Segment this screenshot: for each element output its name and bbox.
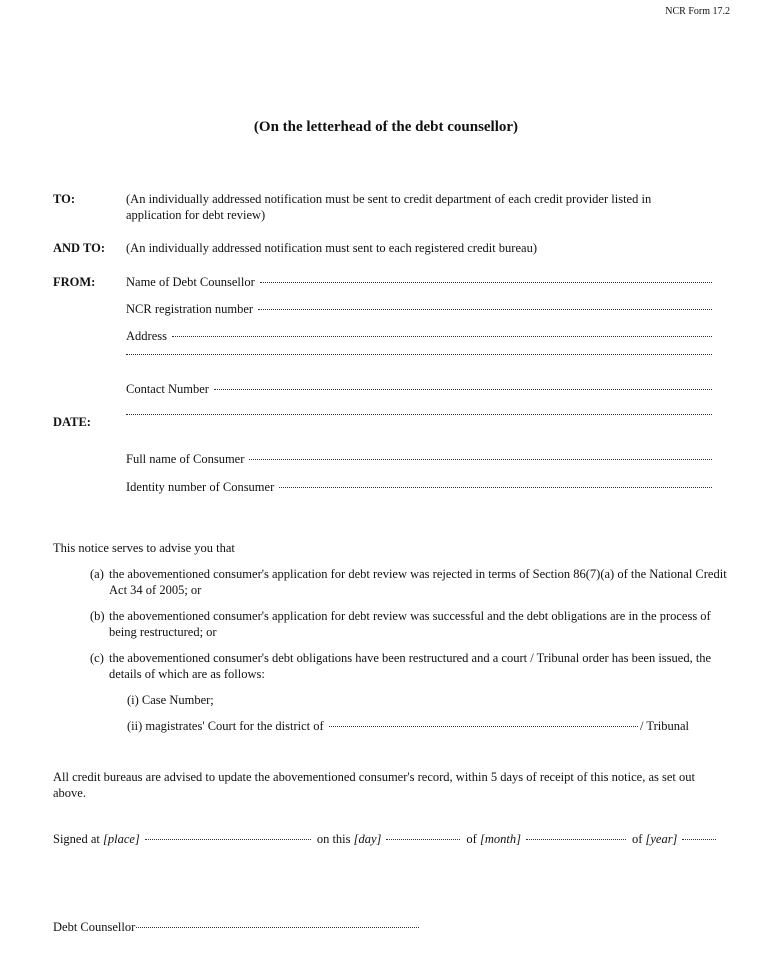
letterhead-heading: (On the letterhead of the debt counsellor): [253, 119, 519, 135]
address-field[interactable]: [126, 329, 712, 345]
contact-number-field[interactable]: [126, 382, 712, 398]
form-number: NCR Form 17.2: [665, 6, 730, 17]
credit-bureaus-instruction: All credit bureaus are advised to update the abovementioned consumer's record, within 5 days of receipt of this notice, as set out above.: [53, 770, 695, 800]
from-label: FROM:: [53, 275, 96, 289]
day-fill-line[interactable]: [386, 838, 460, 840]
signature-date-line: [53, 832, 716, 848]
fill-line: [136, 926, 419, 928]
case-number-item: (i) Case Number;: [127, 693, 214, 707]
date-field[interactable]: [126, 416, 712, 418]
ncr-registration-field[interactable]: [126, 302, 712, 318]
fill-line: [329, 725, 638, 727]
magistrates-court-field[interactable]: [127, 719, 689, 735]
place-placeholder: [place]: [103, 832, 140, 846]
option-c-marker: (c): [90, 651, 104, 665]
fill-line: [126, 353, 712, 355]
option-b-marker: (b): [90, 609, 105, 623]
of-label-2: of: [631, 832, 643, 846]
notice-option-c: [90, 651, 730, 682]
place-fill-line[interactable]: [145, 838, 311, 840]
of-label-1: of: [466, 832, 477, 846]
and-to-instruction: (An individually addressed notification must sent to each registered credit bureau): [126, 241, 537, 255]
debt-counsellor-signature-label: Debt Counsellor: [53, 920, 136, 934]
to-instruction: (An individually addressed notification must be sent to credit department of each credit provider listed in application for debt review): [126, 192, 652, 222]
fill-line: [172, 335, 712, 337]
address-line-2-field[interactable]: [126, 356, 712, 358]
consumer-full-name-field[interactable]: [126, 452, 712, 468]
option-a-text: the abovementioned consumer's application for debt review was rejected in terms of Section 86(7)(a) of the National Credit Act 34 of 2005; or: [109, 567, 727, 597]
tribunal-label: / Tribunal: [640, 719, 689, 733]
magistrates-court-label: (ii) magistrates' Court for the district of: [127, 719, 324, 733]
consumer-id-number-label: Identity number of Consumer: [126, 480, 275, 494]
debt-counsellor-name-label: Name of Debt Counsellor: [126, 275, 255, 289]
ncr-registration-label: NCR registration number: [126, 302, 254, 316]
address-label: Address: [126, 329, 167, 343]
consumer-id-number-field[interactable]: [126, 480, 712, 496]
notice-option-b: [90, 609, 730, 640]
signed-at-label: Signed at: [53, 832, 100, 846]
fill-line: [279, 486, 712, 488]
fill-line: [258, 308, 712, 310]
year-placeholder: [year]: [645, 832, 678, 846]
month-fill-line[interactable]: [526, 838, 626, 840]
notice-option-a: [90, 567, 730, 598]
option-b-text: the abovementioned consumer's application for debt review was successful and the debt obligations are in the process of being restructured; or: [109, 609, 711, 639]
day-placeholder: [day]: [353, 832, 382, 846]
notice-intro: This notice serves to advise you that: [53, 541, 235, 555]
option-a-marker: (a): [90, 567, 104, 581]
option-c-text: the abovementioned consumer's debt obligations have been restructured and a court / Tribunal order has been issued, the details of which are as follows:: [109, 651, 712, 681]
debt-counsellor-name-field[interactable]: [126, 275, 712, 291]
fill-line: [126, 413, 712, 415]
consumer-full-name-label: Full name of Consumer: [126, 452, 245, 466]
debt-counsellor-signature-field[interactable]: [53, 920, 419, 936]
contact-number-label: Contact Number: [126, 382, 209, 396]
date-label: DATE:: [53, 415, 91, 429]
fill-line: [214, 388, 712, 390]
month-placeholder: [month]: [479, 832, 521, 846]
to-label: TO:: [53, 192, 75, 206]
and-to-label: AND TO:: [53, 241, 105, 255]
year-fill-line[interactable]: [682, 838, 716, 840]
fill-line: [260, 281, 712, 283]
fill-line: [249, 458, 712, 460]
on-this-label: on this: [316, 832, 351, 846]
